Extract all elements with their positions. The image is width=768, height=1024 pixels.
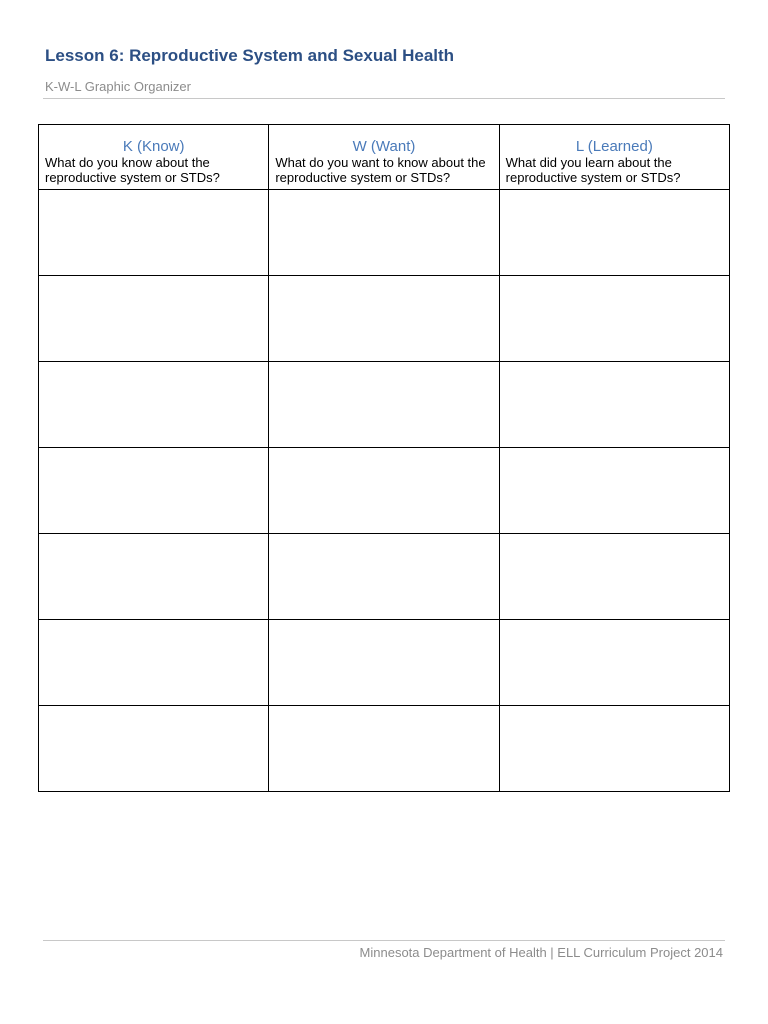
know-cell[interactable] [39, 706, 269, 792]
want-cell[interactable] [269, 620, 499, 706]
column-heading: K (Know) [122, 138, 185, 155]
know-cell[interactable] [39, 448, 269, 534]
kwl-table [38, 124, 730, 792]
want-cell[interactable] [269, 276, 499, 362]
page-title: Lesson 6: Reproductive System and Sexual Health [45, 46, 455, 65]
table-row [39, 190, 730, 276]
page-subtitle: K-W-L Graphic Organizer [45, 79, 191, 94]
table-row [39, 362, 730, 448]
table-body [39, 190, 730, 792]
know-cell[interactable] [39, 620, 269, 706]
want-cell[interactable] [269, 190, 499, 276]
want-cell[interactable] [269, 534, 499, 620]
table-row [39, 448, 730, 534]
know-cell[interactable] [39, 276, 269, 362]
know-cell[interactable] [39, 534, 269, 620]
column-heading: W (Want) [352, 138, 416, 155]
want-cell[interactable] [269, 706, 499, 792]
learned-cell[interactable] [499, 276, 729, 362]
table-row [39, 706, 730, 792]
column-prompt: What do you want to know about the reproductive system or STDs? [275, 155, 486, 185]
column-know [39, 125, 269, 190]
footer-text: Minnesota Department of Health | ELL Curriculum Project 2014 [359, 945, 723, 960]
footer-divider [43, 940, 725, 941]
know-cell[interactable] [39, 190, 269, 276]
column-prompt: What did you learn about the reproductive system or STDs? [505, 155, 681, 185]
table-header-row [39, 125, 730, 190]
know-cell[interactable] [39, 362, 269, 448]
header-divider [43, 98, 725, 99]
want-cell[interactable] [269, 362, 499, 448]
want-cell[interactable] [269, 448, 499, 534]
table-row [39, 620, 730, 706]
table-row [39, 276, 730, 362]
learned-cell[interactable] [499, 620, 729, 706]
column-heading: L (Learned) [575, 138, 653, 155]
learned-cell[interactable] [499, 448, 729, 534]
learned-cell[interactable] [499, 362, 729, 448]
column-learned [499, 125, 729, 190]
learned-cell[interactable] [499, 706, 729, 792]
column-want [269, 125, 499, 190]
learned-cell[interactable] [499, 534, 729, 620]
table-row [39, 534, 730, 620]
column-prompt: What do you know about the reproductive system or STDs? [45, 155, 220, 185]
learned-cell[interactable] [499, 190, 729, 276]
